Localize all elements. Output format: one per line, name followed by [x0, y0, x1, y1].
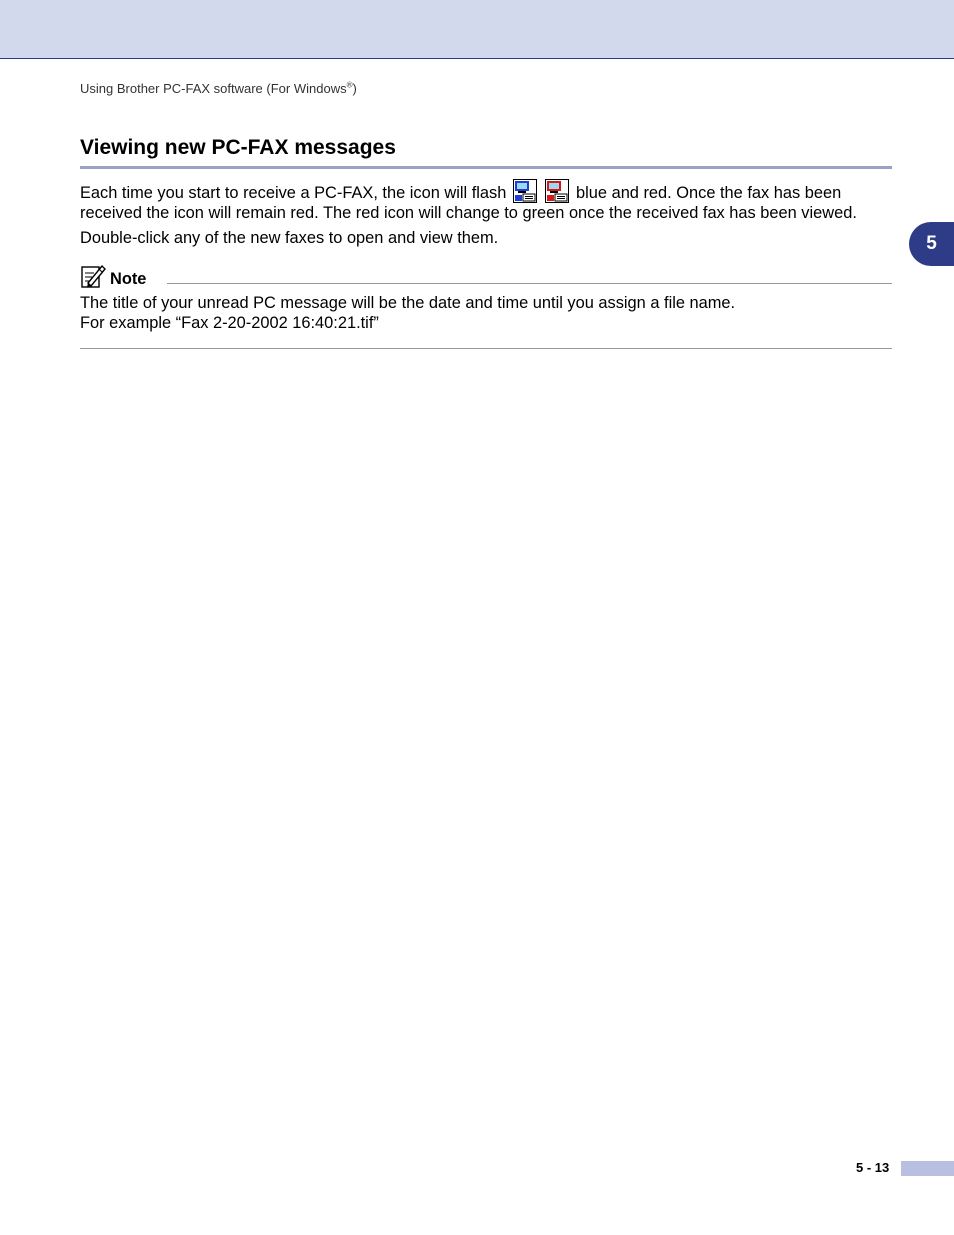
note-line-2: For example “Fax 2-20-2002 16:40:21.tif”: [80, 314, 379, 332]
note-body: [80, 293, 892, 333]
page-number: 5 - 13: [856, 1160, 890, 1175]
intro-text-part2: blue and red. Once the fax has been received the icon will remain red. The red icon will change to green once the received fax has been viewed.: [80, 184, 857, 222]
running-header-close: ): [352, 81, 357, 96]
intro-paragraph: [80, 179, 895, 223]
chapter-number: 5: [926, 233, 937, 254]
title-rule: [80, 166, 892, 169]
note-bottom-rule: [80, 348, 892, 349]
page-header-band: [0, 0, 954, 59]
pc-fax-blue-icon: [513, 179, 537, 203]
intro-text-part1: Each time you start to receive a PC-FAX, the icon will flash: [80, 184, 507, 202]
running-header: [80, 81, 357, 96]
note-line-1: The title of your unread PC message will be the date and time until you assign a file name.: [80, 294, 736, 312]
note-pencil-icon: [80, 263, 106, 289]
registered-mark: ®: [346, 80, 353, 90]
chapter-tab: [909, 222, 954, 266]
instruction-paragraph: Double-click any of the new faxes to open and view them.: [80, 229, 499, 247]
section-title: Viewing new PC-FAX messages: [80, 136, 396, 159]
footer-bar: [901, 1161, 954, 1176]
note-label: Note: [110, 270, 147, 288]
note-top-rule: [167, 283, 892, 284]
running-header-text: Using Brother PC-FAX software (For Windows: [80, 81, 347, 96]
pc-fax-red-icon: [545, 179, 569, 203]
